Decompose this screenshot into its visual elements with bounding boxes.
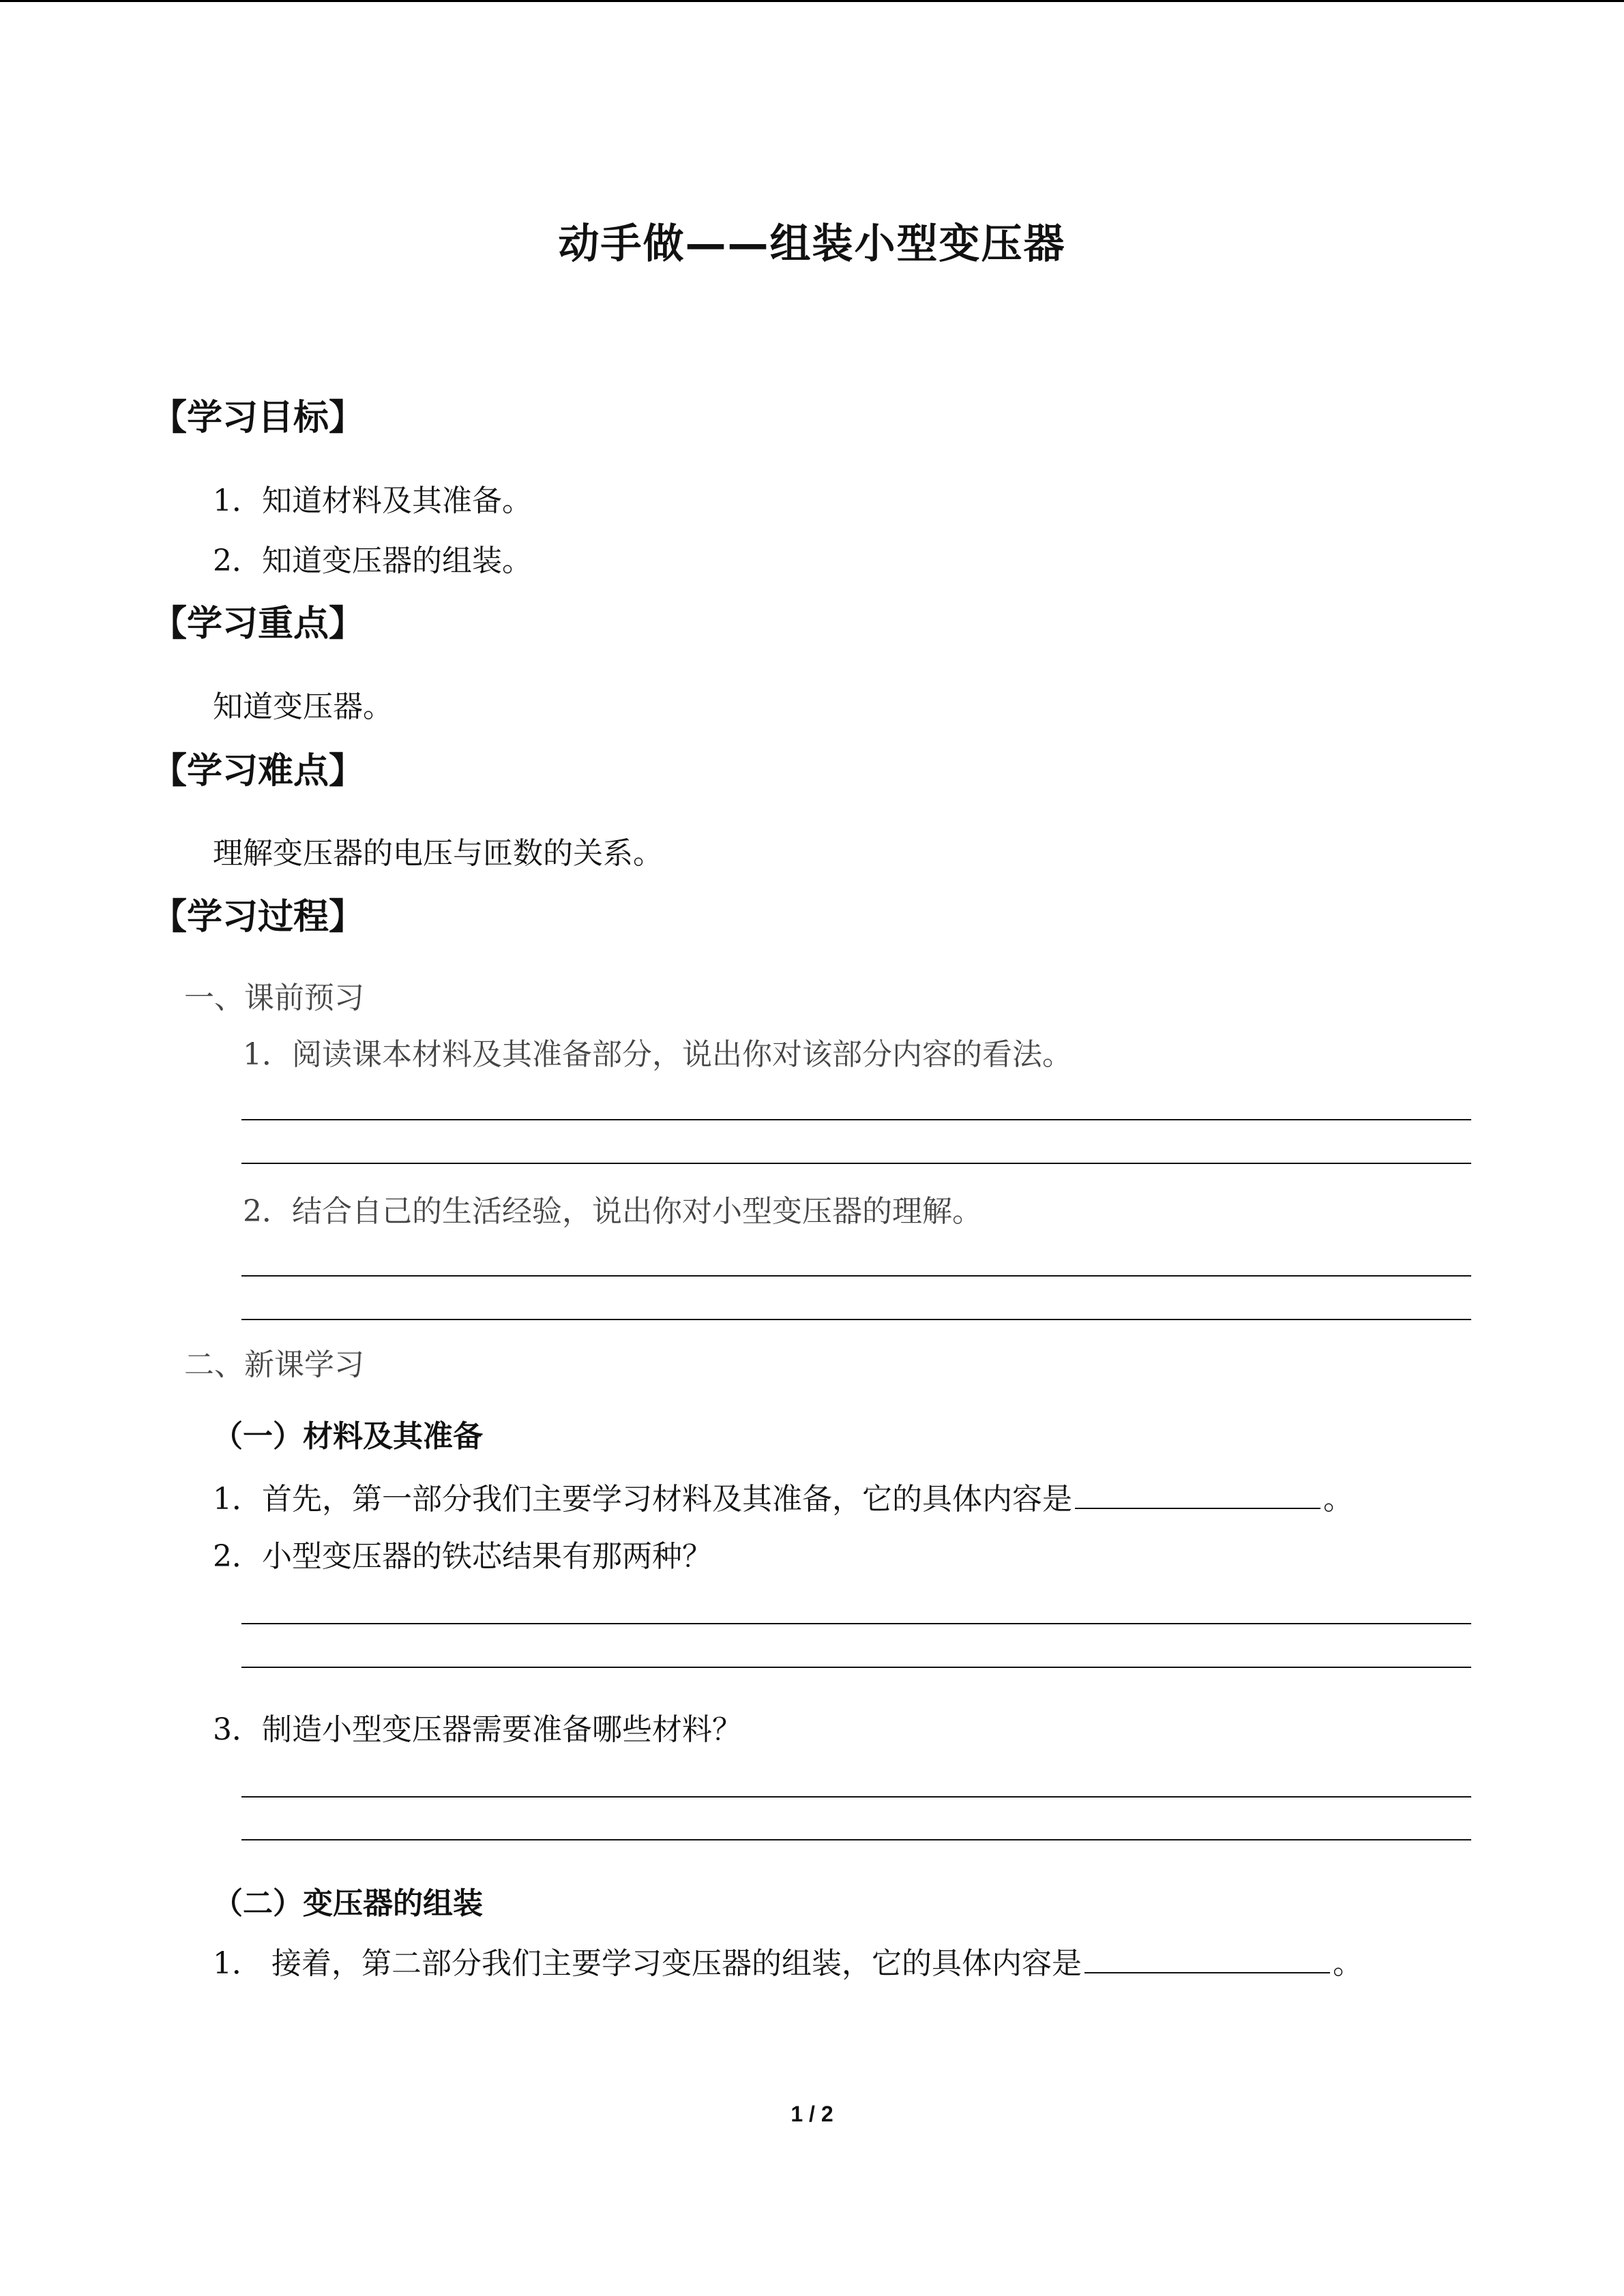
part2-question-1-end: 。 (1332, 1946, 1363, 1981)
section-heading-difficulties: 【学习难点】 (151, 751, 365, 792)
answer-line[interactable] (241, 1275, 1471, 1277)
part2-question-1 (213, 1939, 1363, 1982)
part1-question-1 (213, 1474, 1353, 1518)
answer-line[interactable] (241, 1839, 1471, 1840)
part1-question-1-text: 1．首先，第一部分我们主要学习材料及其准备，它的具体内容是 (213, 1482, 1072, 1517)
page-top-border (0, 0, 1624, 2)
answer-line[interactable] (241, 1319, 1471, 1320)
part2-question-1-text: 1． 接着，第二部分我们主要学习变压器的组装，它的具体内容是 (213, 1946, 1082, 1981)
fill-in-blank[interactable] (1084, 1946, 1330, 1973)
part2-heading: （二）变压器的组装 (213, 1886, 483, 1921)
preview-heading: 一、课前预习 (184, 981, 364, 1015)
part1-question-3: 3．制造小型变压器需要准备哪些材料？ (213, 1712, 742, 1747)
page-number: 1 / 2 (791, 2102, 833, 2126)
objective-item-2: 2．知道变压器的组装。 (213, 543, 532, 578)
part1-question-2: 2．小型变压器的铁芯结果有那两种？ (213, 1539, 712, 1574)
section-heading-key-points: 【学习重点】 (151, 603, 365, 644)
answer-line[interactable] (241, 1163, 1471, 1164)
fill-in-blank[interactable] (1075, 1482, 1320, 1509)
difficulties-text: 理解变压器的电压与匝数的关系。 (213, 836, 663, 871)
answer-line[interactable] (241, 1796, 1471, 1798)
answer-line[interactable] (241, 1667, 1471, 1668)
new-lesson-heading: 二、新课学习 (184, 1347, 364, 1382)
preview-question-1: 1．阅读课本材料及其准备部分，说出你对该部分内容的看法。 (243, 1037, 1072, 1072)
answer-line[interactable] (241, 1623, 1471, 1624)
section-heading-objectives: 【学习目标】 (151, 398, 365, 438)
part1-heading: （一）材料及其准备 (213, 1419, 483, 1454)
answer-line[interactable] (241, 1119, 1471, 1120)
key-points-text: 知道变压器。 (213, 689, 393, 724)
page-title: 动手做——组装小型变压器 (558, 220, 1066, 268)
section-heading-process: 【学习过程】 (151, 897, 365, 938)
objective-item-1: 1．知道材料及其准备。 (213, 483, 532, 518)
part1-question-1-end: 。 (1323, 1482, 1353, 1517)
preview-question-2: 2．结合自己的生活经验，说出你对小型变压器的理解。 (243, 1194, 982, 1229)
